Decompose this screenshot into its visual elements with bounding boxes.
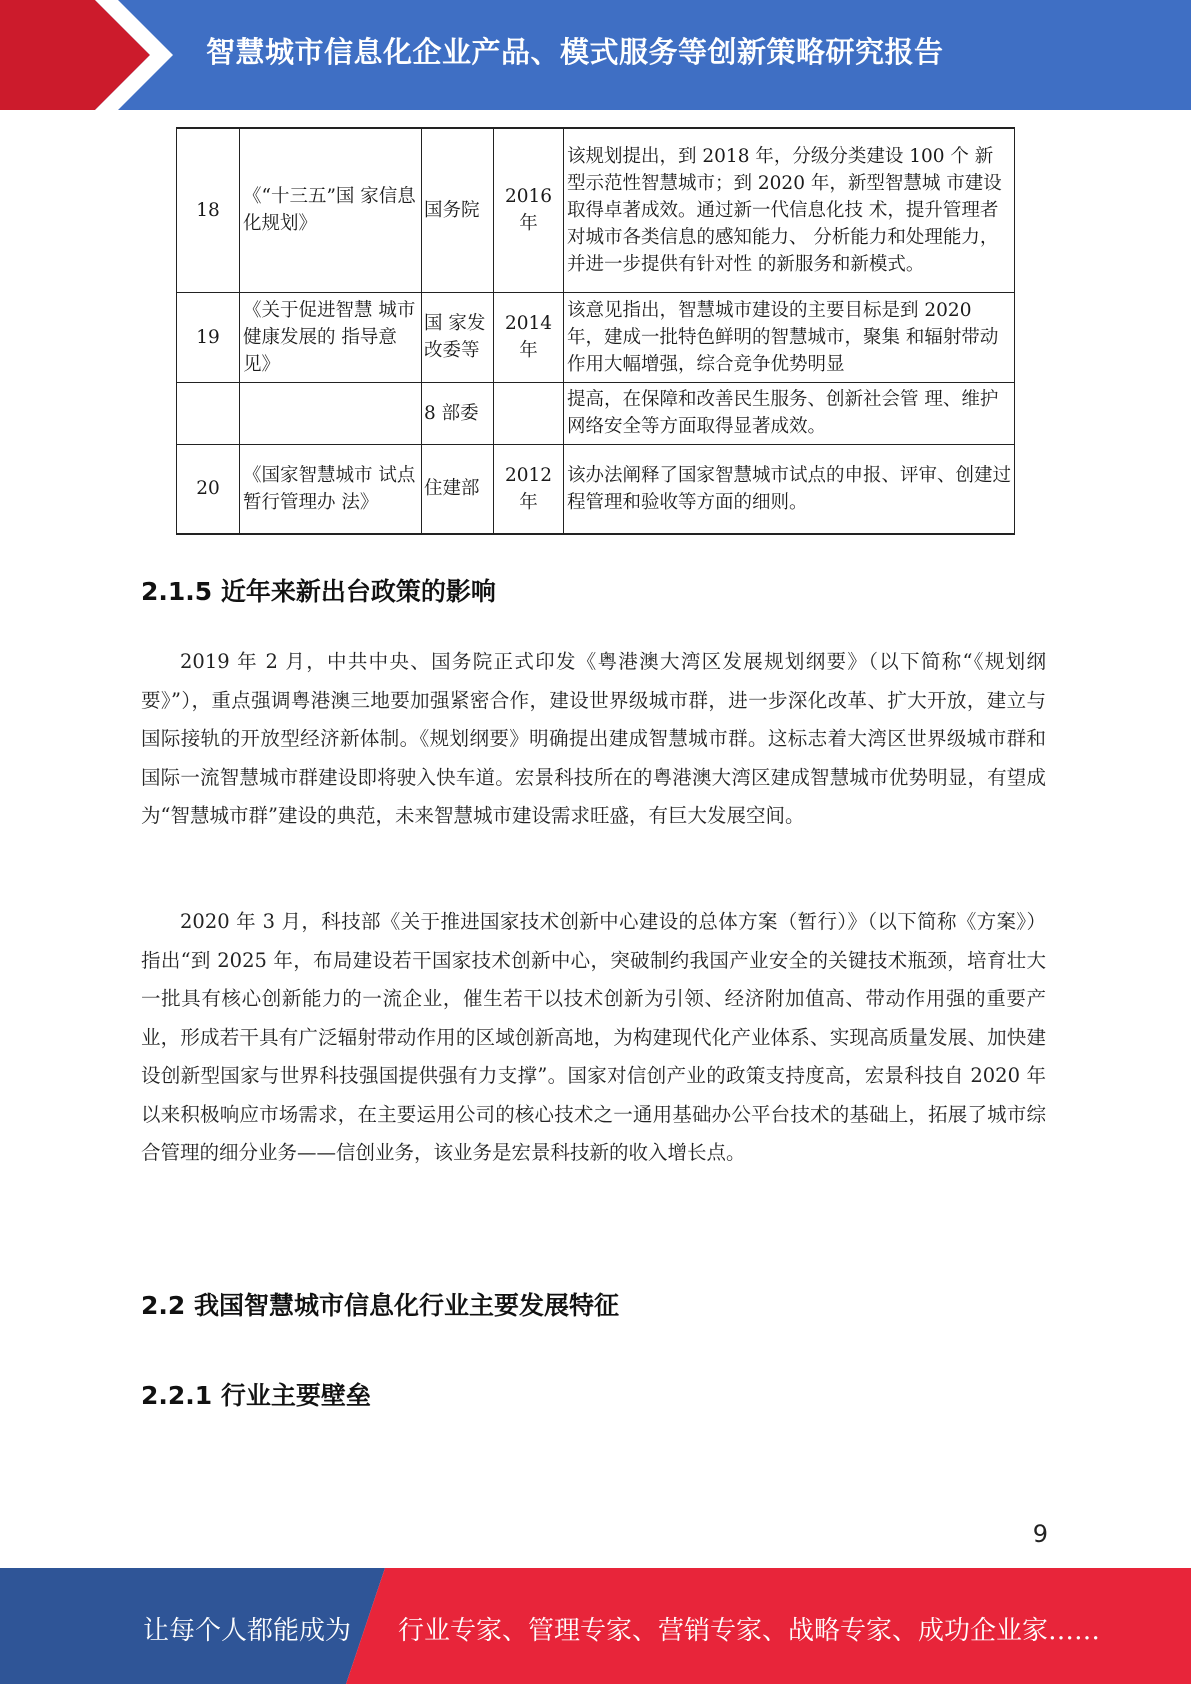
- row-number: [177, 382, 240, 444]
- policy-name: 《关于促进智慧 城市健康发展的 指导意见》: [240, 292, 422, 382]
- table-row: [177, 444, 1015, 534]
- policy-description: 提高，在保障和改善民生服务、创新社会管 理、维护网络安全等方面取得显著成效。: [564, 382, 1015, 444]
- policy-table: [176, 127, 1015, 535]
- row-number: 19: [177, 292, 240, 382]
- policy-issuer: 8 部委: [422, 382, 494, 444]
- policy-name: [240, 382, 422, 444]
- policy-description: 该规划提出，到 2018 年，分级分类建设 100 个 新型示范性智慧城市；到 2020 年，新型智慧城 市建设取得卓著成效。通过新一代信息化技 术，提升管理者对城市各类信息的感知能力、 分析能力和处理能力，并进一步提供有针对性 的新服务和新模式。: [564, 128, 1015, 292]
- row-number: 20: [177, 444, 240, 534]
- section-heading-2-2-1: 2.2.1 行业主要壁垒: [141, 1381, 371, 1410]
- row-number: 18: [177, 128, 240, 292]
- policy-issuer: 住建部: [422, 444, 494, 534]
- section-heading-2-2: 2.2 我国智慧城市信息化行业主要发展特征: [141, 1291, 619, 1320]
- paragraph-policy-innovation: 2020 年 3 月，科技部《关于推进国家技术创新中心建设的总体方案（暂行）》（以下简称《方案》）指出“到 2025 年，布局建设若干国家技术创新中心，突破制约我国产业安全的关键技术瓶颈，培育壮大一批具有核心创新能力的一流企业，催生若干以技术创新为引领、经济附加值高、带动作用强的重要产业，形成若干具有广泛辐射带动作用的区域创新高地，为构建现代化产业体系、实现高质量发展、加快建设创新型国家与世界科技强国提供强有力支撑”。国家对信创产业的政策支持度高，宏景科技自 2020 年以来积极响应市场需求，在主要运用公司的核心技术之一通用基础办公平台技术的基础上，拓展了城市综合管理的细分业务——信创业务，该业务是宏景科技新的收入增长点。: [141, 910, 1046, 1164]
- table-row: [177, 382, 1015, 444]
- section-heading-2-1-5: 2.1.5 近年来新出台政策的影响: [141, 577, 496, 606]
- footer-slogan-left: 让每个人都能成为: [143, 1616, 352, 1646]
- header-banner: [0, 0, 1191, 110]
- policy-description: 该意见指出，智慧城市建设的主要目标是到 2020 年，建成一批特色鲜明的智慧城市，聚集 和辐射带动作用大幅增强，综合竞争优势明显: [564, 292, 1015, 382]
- policy-issuer: 国 家发 改委等: [422, 292, 494, 382]
- policy-description: 该办法阐释了国家智慧城市试点的申报、评审、创建过程管理和验收等方面的细则。: [564, 444, 1015, 534]
- footer-slogan-right: 行业专家、管理专家、营销专家、战略专家、成功企业家……: [398, 1616, 1101, 1646]
- table-row: [177, 292, 1015, 382]
- policy-issuer: 国务院: [422, 128, 494, 292]
- policy-year: 2016年: [494, 128, 564, 292]
- page-number: 9: [1032, 1520, 1048, 1548]
- header-title: 智慧城市信息化企业产品、模式服务等创新策略研究报告: [206, 35, 944, 69]
- policy-name: 《国家智慧城市 试点暂行管理办 法》: [240, 444, 422, 534]
- paragraph-policy-gba: 2019 年 2 月，中共中央、国务院正式印发《粤港澳大湾区发展规划纲要》（以下简称“《规划纲要》”），重点强调粤港澳三地要加强紧密合作，建设世界级城市群，进一步深化改革、扩大开放，建立与国际接轨的开放型经济新体制。《规划纲要》明确提出建成智慧城市群。这标志着大湾区世界级城市群和国际一流智慧城市群建设即将驶入快车道。宏景科技所在的粤港澳大湾区建成智慧城市优势明显，有望成为“智慧城市群”建设的典范，未来智慧城市建设需求旺盛，有巨大发展空间。: [141, 650, 1046, 827]
- policy-name: 《“十三五”国 家信息化规划》: [240, 128, 422, 292]
- policy-year: 2012年: [494, 444, 564, 534]
- policy-year: [494, 382, 564, 444]
- footer-banner: [0, 1568, 1191, 1684]
- table-row: [177, 128, 1015, 292]
- policy-year: 2014年: [494, 292, 564, 382]
